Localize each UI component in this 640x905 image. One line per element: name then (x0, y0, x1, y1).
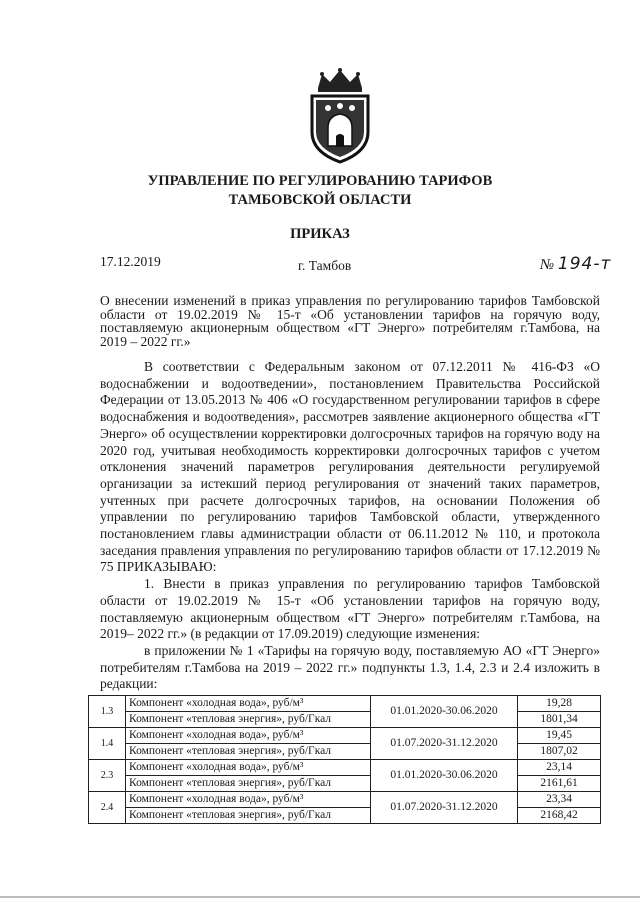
value-cell: 2161,61 (518, 776, 601, 792)
handwritten-number: 194-т (557, 254, 612, 274)
component-cell: Компонент «тепловая энергия», руб/Гкал (126, 808, 371, 824)
component-cell: Компонент «тепловая энергия», руб/Гкал (126, 744, 371, 760)
component-cell: Компонент «холодная вода», руб/м³ (126, 696, 371, 712)
body-paragraph: в приложении № 1 «Тарифы на горячую воду, поставляемую АО «ГТ Энерго» потребителям г.Тамбова на 2019 – 2022 гг.» подпункты 1.3, 1.4, 2.3 и 2.4 изложить в редакции: (100, 642, 600, 692)
value-cell: 19,28 (518, 696, 601, 712)
document-subject: О внесении изменений в приказ управления по регулированию тарифов Тамбовской области от 19.02.2019 № 15-т «Об установлении тарифов на горячую воду, поставляемую акционерным обществом «ГТ Энерго» потребителям г.Тамбова, на 2019 – 2022 гг.» (100, 293, 600, 349)
period-cell: 01.01.2020-30.06.2020 (371, 760, 518, 792)
document-body (100, 359, 600, 693)
value-cell: 19,45 (518, 728, 601, 744)
component-cell: Компонент «тепловая энергия», руб/Гкал (126, 712, 371, 728)
coat-of-arms-emblem (300, 66, 380, 166)
organization-name-line1: УПРАВЛЕНИЕ ПО РЕГУЛИРОВАНИЮ ТАРИФОВ (147, 173, 493, 189)
value-cell: 1801,34 (518, 712, 601, 728)
value-cell: 23,14 (518, 760, 601, 776)
document-date: 17.12.2019 (100, 254, 161, 269)
period-cell: 01.07.2020-31.12.2020 (371, 792, 518, 824)
component-cell: Компонент «холодная вода», руб/м³ (126, 728, 371, 744)
document-city: г. Тамбов (298, 258, 352, 273)
value-cell: 1807,02 (518, 744, 601, 760)
table-row (89, 744, 601, 760)
table-row (89, 792, 601, 808)
point-cell: 2.4 (89, 792, 126, 824)
point-cell: 2.3 (89, 760, 126, 792)
table-row (89, 696, 601, 712)
period-cell: 01.07.2020-31.12.2020 (371, 728, 518, 760)
table-row (89, 728, 601, 744)
document-number (540, 254, 611, 274)
component-cell: Компонент «тепловая энергия», руб/Гкал (126, 776, 371, 792)
point-cell: 1.4 (89, 728, 126, 760)
scan-edge-divider (0, 896, 640, 898)
number-prefix: № (540, 257, 555, 273)
tariffs-table (88, 695, 601, 824)
value-cell: 2168,42 (518, 808, 601, 824)
table-row (89, 712, 601, 728)
value-cell: 23,34 (518, 792, 601, 808)
period-cell: 01.01.2020-30.06.2020 (371, 696, 518, 728)
component-cell: Компонент «холодная вода», руб/м³ (126, 760, 371, 776)
component-cell: Компонент «холодная вода», руб/м³ (126, 792, 371, 808)
body-paragraph: 1. Внести в приказ управления по регулированию тарифов Тамбовской области от 19.02.2019 № 15-т «Об установлении тарифов на горячую воду, поставляемую акционерным обществом «ГТ Энерго» потребителям г.Тамбова, на 2019– 2022 гг.» (в редакции от 17.09.2019) следующие изменения: (100, 576, 600, 642)
table-row (89, 760, 601, 776)
table-row (89, 808, 601, 824)
organization-name-line2: ТАМБОВСКОЙ ОБЛАСТИ (228, 192, 412, 208)
document-type-title: ПРИКАЗ (290, 226, 350, 242)
table-row (89, 776, 601, 792)
point-cell: 1.3 (89, 696, 126, 728)
body-paragraph: В соответствии с Федеральным законом от 07.12.2011 № 416-ФЗ «О водоснабжении и водоотведении», постановлением Правительства Российской Федерации от 13.05.2013 № 406 «О государственном регулировании тарифов в сфере водоснабжения и водоотведения», рассмотрев заявление акционерного общества «ГТ Энерго» об осуществлении корректировки долгосрочных тарифов на горячую воду на 2020 год, учитывая необходимость корректировки долгосрочных тарифов с учетом отклонения значений параметров регулирования деятельности регулируемой организации за истекший период регулирования от значений таких параметров, учтенных при расчете долгосрочных тарифов, на основании Положения об управлении по регулированию тарифов Тамбовской области, утвержденного постановлением главы администрации области от 06.11.2012 № 110, и протокола заседания правления управления по регулированию тарифов области от 17.12.2019 № 75 ПРИКАЗЫВАЮ: (100, 359, 600, 575)
